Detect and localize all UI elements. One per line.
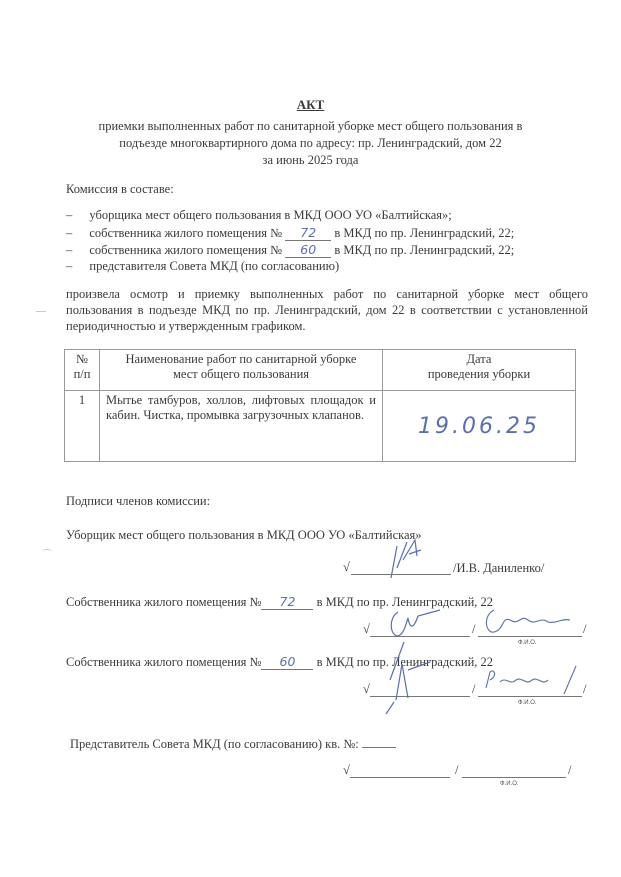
table-row — [65, 391, 576, 462]
check-mark: √ — [343, 560, 350, 574]
fio-handwritten — [480, 606, 580, 636]
document-title: АКТ — [296, 97, 325, 112]
signature-line — [350, 765, 450, 778]
member-text: уборщика мест общего пользования в МКД ООО УО «Балтийская»; — [89, 208, 452, 222]
row-description: Мытье тамбуров, холлов, лифтовых площадок и кабин. Чистка, промывка загрузочных клапанов. — [100, 391, 383, 462]
signatory-council-label: Представитель Совета МКД (по согласованию) кв. №: — [70, 736, 396, 752]
handwritten-apartment-number: 60 — [261, 654, 313, 670]
handwritten-apartment-number: 72 — [285, 225, 331, 241]
subtitle-line-3: за июнь 2025 года — [262, 153, 359, 167]
signature-handwritten — [384, 606, 444, 640]
slash: / — [583, 622, 587, 636]
slash: / — [472, 622, 476, 636]
apartment-blank — [362, 736, 396, 748]
check-mark: √ — [363, 622, 370, 636]
signatures-heading: Подписи членов комиссии: — [66, 494, 211, 508]
works-table — [64, 349, 576, 462]
signatory-owner-60-label: Собственника жилого помещения № 60 в МКД по пр. Ленинградский, 22 — [66, 654, 494, 669]
inspection-paragraph: произвела осмотр и приемку выполненных работ по санитарной уборке мест общего пользования в подъезде МКД по пр. Ленинградский, дом 22 в соответствии с установленной периодичностью и утвержденным графиком. — [66, 287, 588, 333]
handwritten-date: 19.06.25 — [383, 391, 576, 462]
fio-caption: Ф.И.О. — [518, 700, 537, 706]
list-dash: – — [66, 243, 73, 257]
list-dash: – — [66, 208, 73, 222]
check-mark: √ — [343, 763, 350, 777]
handwritten-apartment-number: 60 — [285, 242, 331, 258]
fio-caption: Ф.И.О. — [500, 781, 519, 787]
header-num: № п/п — [65, 350, 100, 391]
signature-handwritten — [385, 538, 425, 582]
signatory-name: /И.В. Даниленко/ — [453, 561, 545, 575]
subtitle-line-1: приемки выполненных работ по санитарной уборке мест общего пользования в — [98, 119, 523, 133]
signatory-cleaner-label: Уборщик мест общего пользования в МКД ООО УО «Балтийская» — [66, 528, 422, 542]
signatory-owner-72-label: Собственника жилого помещения № 72 в МКД по пр. Ленинградский, 22 — [66, 594, 494, 609]
table-header-row — [65, 350, 576, 391]
fio-line — [462, 765, 566, 778]
member-text-after: в МКД по пр. Ленинградский, 22; — [334, 243, 515, 257]
slash: / — [455, 763, 459, 777]
slash: / — [472, 682, 476, 696]
member-text: собственника жилого помещения № — [89, 243, 283, 257]
commission-member-3 — [66, 242, 514, 258]
member-text: собственника жилого помещения № — [89, 226, 283, 240]
commission-member-2 — [66, 225, 514, 241]
list-dash: – — [66, 226, 73, 240]
scan-mark — [36, 311, 46, 312]
signature-handwritten — [378, 640, 438, 720]
subtitle-line-2: подъезде многоквартирного дома по адресу: пр. Ленинградский, дом 22 — [119, 136, 502, 150]
slash: / — [583, 682, 587, 696]
commission-member-1 — [66, 208, 452, 223]
header-date: Дата проведения уборки — [383, 350, 576, 391]
fio-handwritten — [480, 664, 590, 704]
slash: / — [568, 763, 572, 777]
handwritten-apartment-number: 72 — [261, 594, 313, 610]
header-work-name: Наименование работ по санитарной уборке мест общего пользования — [100, 350, 383, 391]
fio-caption: Ф.И.О. — [518, 640, 537, 646]
row-num: 1 — [65, 391, 100, 462]
scan-mark — [42, 549, 52, 554]
commission-heading: Комиссия в составе: — [66, 182, 174, 196]
check-mark: √ — [363, 682, 370, 696]
member-text: представителя Совета МКД (по согласованию) — [89, 259, 340, 273]
list-dash: – — [66, 259, 73, 273]
commission-member-4 — [66, 259, 339, 274]
member-text-after: в МКД по пр. Ленинградский, 22; — [334, 226, 515, 240]
